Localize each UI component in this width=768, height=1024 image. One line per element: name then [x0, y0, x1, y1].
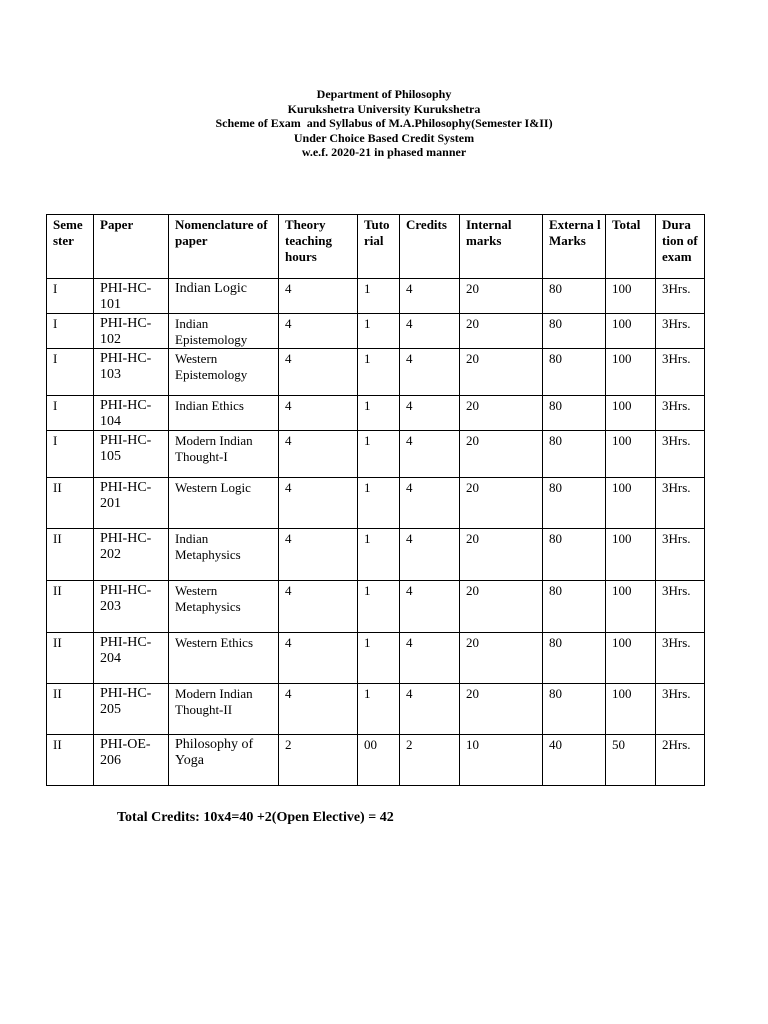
tutorial-cell: 1: [358, 529, 400, 581]
semester-cell: I: [47, 396, 94, 431]
paper-code-cell: PHI-HC-102: [94, 314, 169, 349]
external-marks-cell: 80: [543, 349, 606, 396]
credits-cell: 4: [400, 478, 460, 529]
paper-name-cell: Western Logic: [169, 478, 279, 529]
theory-hours-cell: 4: [279, 478, 358, 529]
tutorial-cell: 1: [358, 279, 400, 314]
tutorial-cell: 1: [358, 396, 400, 431]
external-marks-cell: 80: [543, 431, 606, 478]
internal-marks-cell: 20: [460, 529, 543, 581]
theory-hours-cell: 4: [279, 529, 358, 581]
semester-cell: I: [47, 431, 94, 478]
external-marks-cell: 80: [543, 529, 606, 581]
internal-marks-cell: 20: [460, 396, 543, 431]
tutorial-cell: 1: [358, 314, 400, 349]
tutorial-cell: 1: [358, 633, 400, 684]
table-row: [47, 396, 705, 431]
total-marks-cell: 100: [606, 684, 656, 735]
theory-hours-cell: 4: [279, 633, 358, 684]
theory-hours-cell: 4: [279, 684, 358, 735]
table-row: [47, 279, 705, 314]
external-marks-cell: 80: [543, 684, 606, 735]
total-marks-cell: 100: [606, 396, 656, 431]
duration-cell: 3Hrs.: [656, 279, 705, 314]
tutorial-cell: 00: [358, 735, 400, 786]
credit-system-line: Under Choice Based Credit System: [293, 130, 475, 145]
internal-marks-cell: 20: [460, 349, 543, 396]
paper-name-cell: Western Ethics: [169, 633, 279, 684]
total-marks-cell: 100: [606, 279, 656, 314]
tutorial-cell: 1: [358, 349, 400, 396]
duration-cell: 3Hrs.: [656, 478, 705, 529]
duration-cell: 3Hrs.: [656, 314, 705, 349]
duration-cell: 2Hrs.: [656, 735, 705, 786]
total-marks-cell: 100: [606, 581, 656, 633]
total-marks-cell: 100: [606, 529, 656, 581]
paper-name-cell: Western Epistemology: [169, 349, 279, 396]
theory-hours-cell: 4: [279, 396, 358, 431]
table-row: [47, 431, 705, 478]
credits-cell: 4: [400, 349, 460, 396]
internal-marks-cell: 20: [460, 314, 543, 349]
paper-name-cell: Philosophy of Yoga: [169, 735, 279, 786]
table-row: [47, 314, 705, 349]
semester-cell: II: [47, 529, 94, 581]
credits-cell: 4: [400, 279, 460, 314]
paper-name-cell: Indian Epistemology: [169, 314, 279, 349]
header-paper: Paper: [94, 215, 169, 279]
external-marks-cell: 80: [543, 478, 606, 529]
credits-cell: 4: [400, 581, 460, 633]
paper-name-cell: Indian Logic: [169, 279, 279, 314]
paper-code-cell: PHI-HC-204: [94, 633, 169, 684]
paper-name-cell: Modern Indian Thought-II: [169, 684, 279, 735]
header-credits: Credits: [400, 215, 460, 279]
theory-hours-cell: 4: [279, 314, 358, 349]
external-marks-cell: 80: [543, 396, 606, 431]
semester-cell: I: [47, 279, 94, 314]
tutorial-cell: 1: [358, 684, 400, 735]
external-marks-cell: 80: [543, 314, 606, 349]
table-row: [47, 349, 705, 396]
paper-name-cell: Western Metaphysics: [169, 581, 279, 633]
credits-cell: 4: [400, 431, 460, 478]
table-row: [47, 478, 705, 529]
table-row: [47, 633, 705, 684]
paper-code-cell: PHI-HC-101: [94, 279, 169, 314]
internal-marks-cell: 20: [460, 684, 543, 735]
document-header: [0, 87, 768, 160]
total-credits-text: Total Credits: 10x4=40 +2(Open Elective) = 42: [117, 810, 394, 825]
table-row: [47, 581, 705, 633]
duration-cell: 3Hrs.: [656, 633, 705, 684]
table-row: [47, 735, 705, 786]
scheme-title: Scheme of Exam and Syllabus of M.A.Philosophy(Semester I&II): [215, 116, 553, 130]
header-internal-marks: Internal marks: [460, 215, 543, 279]
internal-marks-cell: 20: [460, 279, 543, 314]
internal-marks-cell: 20: [460, 431, 543, 478]
theory-hours-cell: 4: [279, 349, 358, 396]
paper-code-cell: PHI-HC-103: [94, 349, 169, 396]
header-nomenclature: Nomenclature of paper: [169, 215, 279, 279]
table-header-row: [47, 215, 705, 279]
paper-code-cell: PHI-HC-202: [94, 529, 169, 581]
internal-marks-cell: 20: [460, 478, 543, 529]
header-semester: Seme ster: [47, 215, 94, 279]
header-tutorial: Tuto rial: [358, 215, 400, 279]
semester-cell: II: [47, 735, 94, 786]
paper-name-cell: Indian Metaphysics: [169, 529, 279, 581]
credits-cell: 4: [400, 396, 460, 431]
credits-cell: 4: [400, 633, 460, 684]
paper-code-cell: PHI-HC-105: [94, 431, 169, 478]
internal-marks-cell: 10: [460, 735, 543, 786]
header-total: Total: [606, 215, 656, 279]
semester-cell: II: [47, 581, 94, 633]
effective-date-line: w.e.f. 2020-21 in phased manner: [301, 145, 467, 159]
semester-cell: II: [47, 684, 94, 735]
scheme-table: [46, 214, 705, 786]
paper-name-cell: Modern Indian Thought-I: [169, 431, 279, 478]
paper-code-cell: PHI-HC-203: [94, 581, 169, 633]
department-title: Department of Philosophy: [316, 87, 452, 101]
internal-marks-cell: 20: [460, 581, 543, 633]
total-marks-cell: 100: [606, 431, 656, 478]
semester-cell: II: [47, 478, 94, 529]
paper-name-cell: Indian Ethics: [169, 396, 279, 431]
paper-code-cell: PHI-HC-201: [94, 478, 169, 529]
credits-cell: 4: [400, 314, 460, 349]
paper-code-cell: PHI-HC-205: [94, 684, 169, 735]
internal-marks-cell: 20: [460, 633, 543, 684]
table-row: [47, 529, 705, 581]
external-marks-cell: 80: [543, 279, 606, 314]
duration-cell: 3Hrs.: [656, 684, 705, 735]
duration-cell: 3Hrs.: [656, 349, 705, 396]
semester-cell: I: [47, 349, 94, 396]
duration-cell: 3Hrs.: [656, 396, 705, 431]
duration-cell: 3Hrs.: [656, 581, 705, 633]
header-external-marks: Externa l Marks: [543, 215, 606, 279]
semester-cell: I: [47, 314, 94, 349]
external-marks-cell: 80: [543, 581, 606, 633]
header-theory-hours: Theory teaching hours: [279, 215, 358, 279]
external-marks-cell: 40: [543, 735, 606, 786]
credits-cell: 2: [400, 735, 460, 786]
duration-cell: 3Hrs.: [656, 529, 705, 581]
theory-hours-cell: 4: [279, 581, 358, 633]
theory-hours-cell: 2: [279, 735, 358, 786]
duration-cell: 3Hrs.: [656, 431, 705, 478]
external-marks-cell: 80: [543, 633, 606, 684]
total-marks-cell: 100: [606, 349, 656, 396]
total-marks-cell: 100: [606, 314, 656, 349]
header-duration: Dura tion of exam: [656, 215, 705, 279]
total-marks-cell: 50: [606, 735, 656, 786]
table-row: [47, 684, 705, 735]
tutorial-cell: 1: [358, 431, 400, 478]
paper-code-cell: PHI-HC-104: [94, 396, 169, 431]
credits-cell: 4: [400, 684, 460, 735]
semester-cell: II: [47, 633, 94, 684]
tutorial-cell: 1: [358, 478, 400, 529]
total-marks-cell: 100: [606, 478, 656, 529]
paper-code-cell: PHI-OE-206: [94, 735, 169, 786]
theory-hours-cell: 4: [279, 279, 358, 314]
tutorial-cell: 1: [358, 581, 400, 633]
credits-cell: 4: [400, 529, 460, 581]
theory-hours-cell: 4: [279, 431, 358, 478]
total-marks-cell: 100: [606, 633, 656, 684]
university-title: Kurukshetra University Kurukshetra: [287, 101, 481, 116]
